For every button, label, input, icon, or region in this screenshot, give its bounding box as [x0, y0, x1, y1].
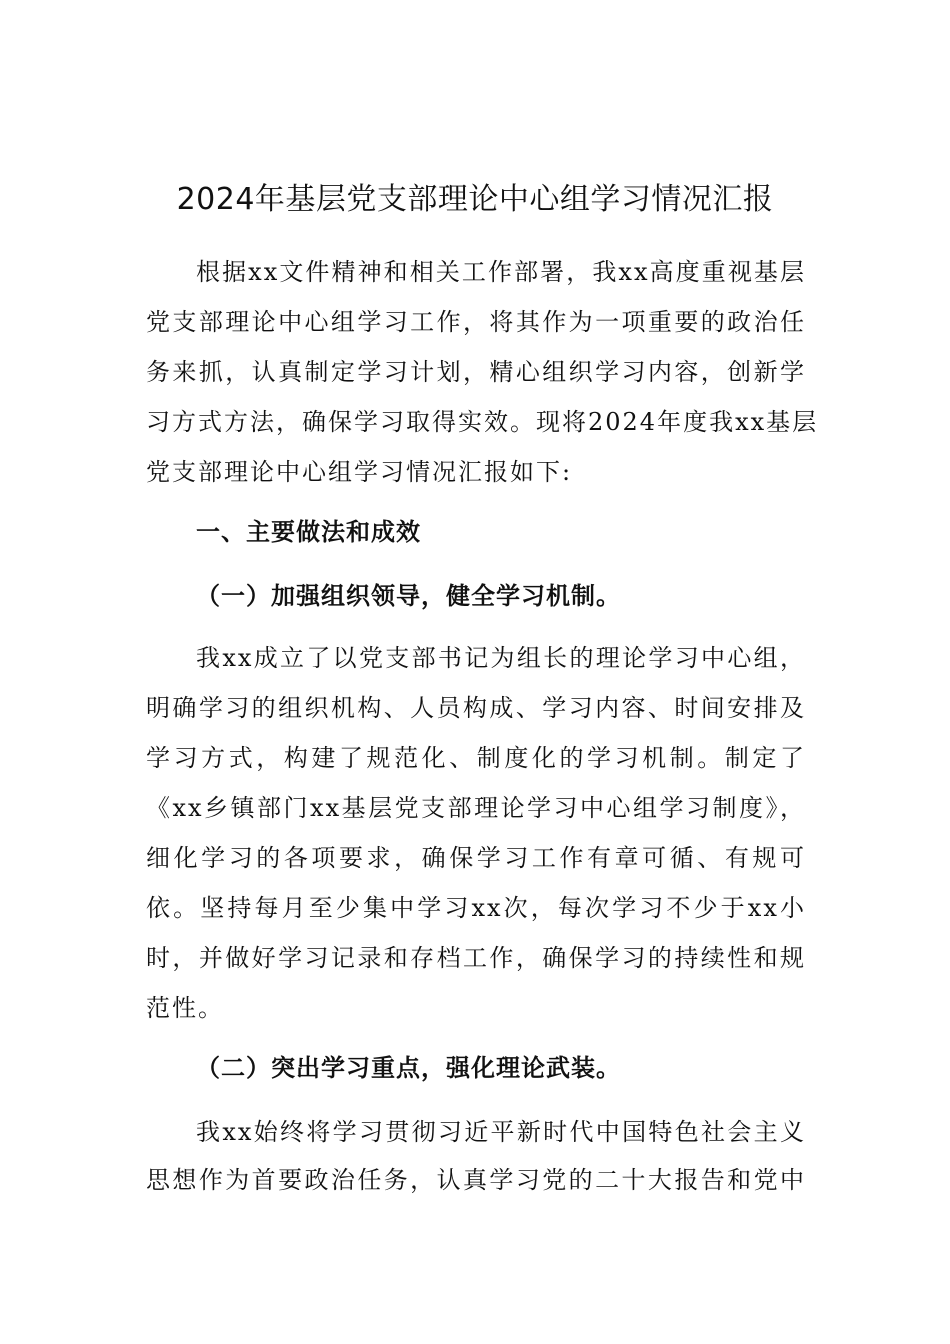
document-title: 2024年基层党支部理论中心组学习情况汇报 [176, 182, 774, 217]
sub1-line-3: 学习方式，构建了规范化、制度化的学习机制。制定了 [146, 744, 806, 772]
sub1-line-7: 时，并做好学习记录和存档工作，确保学习的持续性和规 [146, 944, 806, 972]
sub1-line-1: 我xx成立了以党支部书记为组长的理论学习中心组， [196, 644, 806, 672]
intro-line-4: 习方式方法，确保学习取得实效。现将2024年度我xx基层 [146, 408, 819, 436]
sub2-line-2: 思想作为首要政治任务，认真学习党的二十大报告和党中 [146, 1166, 806, 1194]
sub1-line-4: 《xx乡镇部门xx基层党支部理论学习中心组学习制度》， [146, 794, 806, 822]
sub1-line-5: 细化学习的各项要求，确保学习工作有章可循、有规可 [146, 844, 806, 872]
sub1-line-2: 明确学习的组织机构、人员构成、学习内容、时间安排及 [146, 694, 806, 722]
subsection-1-heading: （一）加强组织领导，健全学习机制。 [196, 582, 621, 610]
intro-line-5: 党支部理论中心组学习情况汇报如下: [146, 458, 573, 486]
intro-line-2: 党支部理论中心组学习工作，将其作为一项重要的政治任 [146, 308, 806, 336]
sub2-line-1: 我xx始终将学习贯彻习近平新时代中国特色社会主义 [196, 1118, 806, 1146]
subsection-2-heading: （二）突出学习重点，强化理论武装。 [196, 1054, 621, 1082]
section-1-heading: 一、主要做法和成效 [196, 518, 421, 546]
intro-line-3: 务来抓，认真制定学习计划，精心组织学习内容，创新学 [146, 358, 806, 386]
intro-line-1: 根据xx文件精神和相关工作部署，我xx高度重视基层 [196, 258, 806, 286]
sub1-line-6: 依。坚持每月至少集中学习xx次，每次学习不少于xx小 [146, 894, 806, 922]
sub1-line-8: 范性。 [146, 994, 224, 1022]
